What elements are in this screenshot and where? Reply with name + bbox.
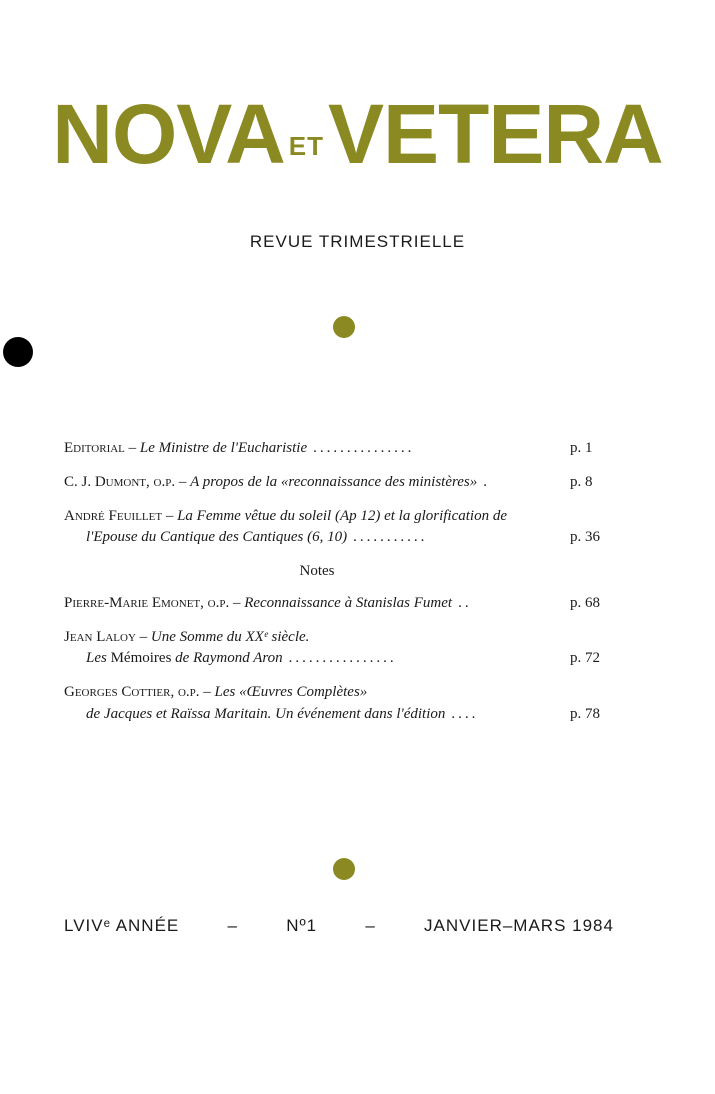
toc-entry-laloy[interactable] xyxy=(64,627,614,671)
toc-title-line2-c: de Raymond Aron xyxy=(175,650,283,667)
toc-title-line2: l'Epouse du Cantique des Cantiques (6, 10) xyxy=(86,529,348,546)
toc-author: Georges Cottier, o.p. xyxy=(64,684,200,700)
toc-leader: ................ xyxy=(288,650,397,667)
toc-title: La Femme vêtue du soleil (Ap 12) et la glorification de xyxy=(177,507,508,524)
toc-page: p. 72 xyxy=(570,650,600,667)
toc-author: Jean Laloy xyxy=(64,628,136,645)
title-vetera: VETERA xyxy=(327,87,663,181)
toc-leader: .. xyxy=(458,594,472,611)
toc-author: C. J. Dumont, o.p. xyxy=(64,473,176,490)
footer-year: LVIVᵉ ANNÉE xyxy=(64,916,180,935)
binder-hole xyxy=(3,337,33,367)
footer-number: Nº1 xyxy=(286,916,318,935)
toc-title-line2-a: Les xyxy=(86,650,107,667)
toc-entry-emonet[interactable] xyxy=(64,593,614,615)
toc-sep: – xyxy=(229,594,245,611)
journal-title xyxy=(0,87,715,181)
toc-entry-cottier[interactable] xyxy=(64,682,614,726)
toc-author: André Feuillet xyxy=(64,507,163,524)
toc-page: p. 1 xyxy=(570,440,593,456)
toc-author: Pierre-Marie Emonet, o.p. xyxy=(64,594,230,611)
title-et: ET xyxy=(288,131,324,161)
table-of-contents xyxy=(64,438,614,738)
toc-leader: .... xyxy=(451,705,479,722)
toc-sep: – xyxy=(135,628,151,645)
toc-title: Reconnaissance à Stanislas Fumet xyxy=(244,594,453,611)
toc-title: Les «Œuvres Complètes» xyxy=(214,684,368,700)
ornament-dot-bottom xyxy=(333,858,355,880)
toc-title: Le Ministre de l'Eucharistie xyxy=(139,440,308,456)
footer-dash-2: – xyxy=(365,916,376,935)
toc-title-line2: de Jacques et Raïssa Maritain. Un événement dans l'édition xyxy=(86,705,446,722)
toc-author: Editorial xyxy=(64,440,125,456)
toc-page: p. 68 xyxy=(570,594,600,611)
footer-dash-1: – xyxy=(227,916,238,935)
toc-sep: – xyxy=(175,473,191,490)
toc-leader: ........... xyxy=(353,529,428,546)
toc-entry-editorial[interactable] xyxy=(64,438,614,460)
toc-leader: ............... xyxy=(313,440,415,456)
toc-entry-feuillet[interactable] xyxy=(64,506,614,550)
toc-page: p. 36 xyxy=(570,529,600,546)
toc-page: p. 8 xyxy=(570,473,593,490)
title-nova: NOVA xyxy=(52,87,285,181)
toc-entry-dumont[interactable] xyxy=(64,472,614,494)
issue-footer xyxy=(64,916,614,936)
ornament-dot-top xyxy=(333,316,355,338)
toc-sep: – xyxy=(199,684,215,700)
toc-sep: – xyxy=(124,440,140,456)
toc-title: A propos de la «reconnaissance des ministères» xyxy=(190,473,478,490)
toc-page: p. 78 xyxy=(570,705,600,722)
toc-sep: – xyxy=(162,507,178,524)
toc-leader: . xyxy=(483,473,491,490)
toc-title-line2-b: Mémoires xyxy=(106,650,176,667)
journal-subtitle: REVUE TRIMESTRIELLE xyxy=(249,232,466,251)
toc-title: Une Somme du XXᵉ siècle. xyxy=(150,628,310,645)
notes-heading: Notes xyxy=(299,563,335,579)
footer-period: JANVIER–MARS 1984 xyxy=(424,916,614,935)
